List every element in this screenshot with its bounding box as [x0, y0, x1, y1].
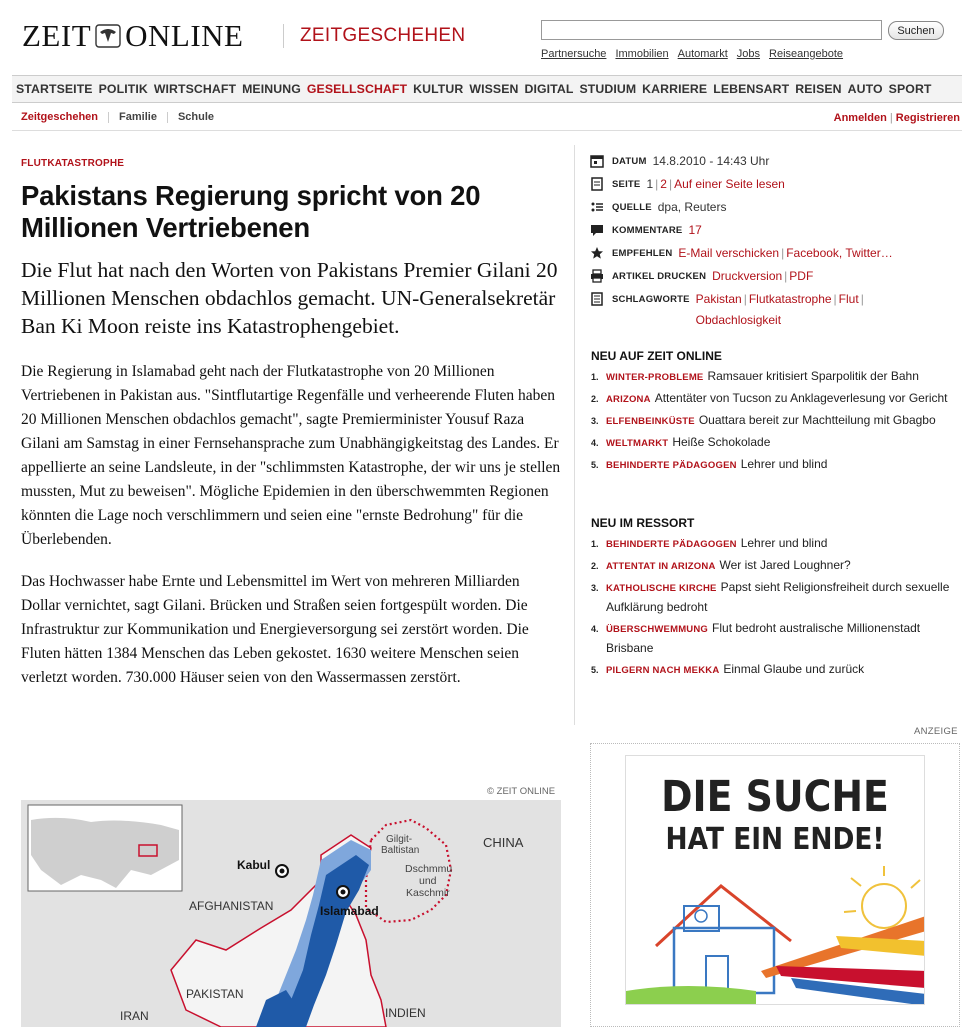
map-label-indien: INDIEN: [385, 1006, 426, 1020]
comments-count-link[interactable]: 17: [688, 223, 702, 237]
sidebar: [574, 145, 964, 725]
single-page-link[interactable]: Auf einer Seite lesen: [674, 177, 785, 191]
source-icon: [590, 200, 604, 214]
section-title[interactable]: ZEITGESCHEHEN: [283, 24, 465, 48]
service-link-automarkt[interactable]: Automarkt: [677, 48, 728, 60]
service-link-immobilien[interactable]: Immobilien: [615, 48, 669, 60]
list-item[interactable]: 2. ARIZONA Attentäter von Tucson zu Anklageverlesung vor Gericht: [591, 391, 948, 405]
page-link-2[interactable]: 2: [660, 177, 667, 191]
map-label-kashmir-1: Dschmmu: [405, 863, 453, 875]
meta-recommend-label: EMPFEHLEN: [612, 248, 673, 259]
nav-lebensart[interactable]: LEBENSART: [713, 82, 790, 96]
meta-recommend-row: EMPFEHLEN E-Mail verschicken | Facebook, Twitter…: [590, 245, 960, 262]
printer-icon: [590, 269, 604, 283]
email-share-link[interactable]: E-Mail verschicken: [678, 246, 780, 260]
meta-tags-row: SCHLAGWORTE Pakistan | Flutkatastrophe | Flut | Obdachlosigkeit: [590, 291, 960, 331]
meta-print-label: ARTIKEL DRUCKEN: [612, 271, 707, 282]
neu-auf-zeit-online-list: [591, 367, 961, 477]
map-label-afghanistan: AFGHANISTAN: [189, 899, 274, 913]
meta-date-row: [590, 153, 960, 170]
tag-link-flut[interactable]: Flut: [838, 292, 859, 306]
list-item[interactable]: 5. BEHINDERTE PÄDAGOGEN Lehrer und blind: [591, 457, 828, 471]
service-link-jobs[interactable]: Jobs: [736, 48, 761, 60]
list-item[interactable]: 2. ATTENTAT IN ARIZONA Wer ist Jared Loughner?: [591, 558, 851, 572]
ad-container: [590, 743, 960, 1027]
meta-date-label: DATUM: [612, 156, 647, 167]
list-item[interactable]: 3. ELFENBEINKÜSTE Ouattara bereit zur Machtteilung mit Gbagbo: [591, 413, 936, 427]
list-item[interactable]: 3. KATHOLISCHE KIRCHE Papst sieht Religionsfreiheit durch sexuelle Aufklärung bedroht: [591, 580, 950, 614]
service-link-partnersuche[interactable]: Partnersuche: [541, 48, 607, 60]
logo-text-left: ZEIT: [22, 18, 92, 53]
nav-gesellschaft[interactable]: GESELLSCHAFT: [306, 82, 408, 96]
tag-link-pakistan[interactable]: Pakistan: [695, 292, 742, 306]
tag-link-obdachlosigkeit[interactable]: Obdachlosigkeit: [695, 313, 782, 327]
meta-source-row: [590, 199, 960, 216]
nav-auto[interactable]: AUTO: [847, 82, 883, 96]
header: [0, 0, 972, 74]
article-body: [21, 360, 561, 690]
nav-studium[interactable]: STUDIUM: [579, 82, 637, 96]
subnav-zeitgeschehen[interactable]: Zeitgeschehen: [21, 110, 99, 123]
star-icon: [590, 246, 604, 260]
meta-date-value: 14.8.2010 - 14:43 Uhr: [652, 154, 770, 168]
article-paragraph: Das Hochwasser habe Ernte und Lebensmittel im Wert von mehreren Milliarden Dollar vernichtet, sagt Gilani. Brücken und Straßen seien fortgespült worden. Die Infrastruktur zur Kommunikation und Energieversorgung sei zerstört worden. Die Fluten hätten 1384 Menschen das Leben gekostet. 1630 weitere Menschen seien verletzt worden. 730.000 Häuser seien von den Wassermassen zerstört.: [21, 573, 529, 686]
meta-page-row: SEITE 1 | 2 | Auf einer Seite lesen: [590, 176, 960, 193]
nav-startseite[interactable]: STARTSEITE: [16, 82, 93, 96]
nav-digital[interactable]: DIGITAL: [524, 82, 574, 96]
nav-kultur[interactable]: KULTUR: [413, 82, 464, 96]
list-item[interactable]: 5. PILGERN NACH MEKKA Einmal Glaube und zurück: [591, 662, 865, 676]
page-link-1[interactable]: 1: [646, 177, 654, 191]
list-item[interactable]: 1. WINTER-PROBLEME Ramsauer kritisiert Sparpolitik der Bahn: [591, 369, 919, 383]
flood-map: [21, 800, 561, 1027]
tag-link-flutkatastrophe[interactable]: Flutkatastrophe: [748, 292, 832, 306]
neu-auf-zeit-online-title: NEU AUF ZEIT ONLINE: [591, 349, 722, 363]
house-drawing-illustration: [626, 756, 925, 1005]
map-label-kashmir-3: Kaschmir: [406, 887, 450, 899]
service-links: [541, 48, 843, 60]
map-label-pakistan: PAKISTAN: [186, 987, 244, 1001]
map-label-kabul: Kabul: [237, 858, 271, 872]
meta-comments-label: KOMMENTARE: [612, 225, 683, 236]
meta-comments-row: [590, 222, 960, 239]
map-label-gilgit-1: Gilgit-: [386, 834, 413, 845]
ad-label: ANZEIGE: [914, 726, 958, 737]
meta-source-label: QUELLE: [612, 202, 652, 213]
service-link-reiseangebote[interactable]: Reiseangebote: [769, 48, 844, 60]
map-label-gilgit-2: Baltistan: [381, 845, 420, 856]
list-item[interactable]: 1. BEHINDERTE PÄDAGOGEN Lehrer und blind: [591, 536, 828, 550]
eagle-crest-icon: [94, 22, 122, 50]
calendar-icon: [590, 154, 604, 168]
subnav-schule[interactable]: Schule: [167, 112, 224, 123]
flood-map-graphic: [21, 800, 561, 1027]
neu-im-ressort-title: NEU IM RESSORT: [591, 516, 695, 530]
map-label-kashmir-2: und: [419, 875, 437, 887]
nav-meinung[interactable]: MEINUNG: [242, 82, 301, 96]
article: [21, 158, 561, 690]
search-button[interactable]: Suchen: [888, 21, 944, 40]
print-version-link[interactable]: Druckversion: [712, 269, 783, 283]
social-share-link[interactable]: Facebook, Twitter…: [786, 246, 893, 260]
sub-navigation: [12, 104, 962, 131]
image-credit: © ZEIT ONLINE: [487, 786, 556, 797]
nav-politik[interactable]: POLITIK: [98, 82, 148, 96]
logo-text-right: ONLINE: [125, 18, 244, 53]
article-teaser: Die Flut hat nach den Worten von Pakistans Premier Gilani 20 Millionen Menschen obdachlos gemacht. UN-Generalsekretär Ban Ki Moon reiste ins Katastrophengebiet.: [21, 258, 558, 338]
nav-karriere[interactable]: KARRIERE: [642, 82, 708, 96]
ad-banner[interactable]: [625, 755, 925, 1005]
ad-headline-2: HAT EIN ENDE!: [665, 822, 885, 857]
map-label-islamabad: Islamabad: [320, 904, 379, 918]
neu-im-ressort-list: [591, 534, 961, 682]
article-kicker: FLUTKATASTROPHE: [21, 158, 125, 169]
nav-sport[interactable]: SPORT: [888, 82, 932, 96]
comment-icon: [590, 223, 604, 237]
login-link[interactable]: Anmelden: [833, 112, 887, 124]
list-item[interactable]: 4. WELTMARKT Heiße Schokolade: [591, 435, 771, 449]
nav-wissen[interactable]: WISSEN: [469, 82, 519, 96]
register-link[interactable]: Registrieren: [895, 112, 960, 124]
list-item[interactable]: 4. ÜBERSCHWEMMUNG Flut bedroht australische Millionenstadt Brisbane: [591, 621, 921, 655]
subnav-familie[interactable]: Familie: [108, 112, 167, 123]
account-links: [834, 112, 960, 124]
main-navigation: [12, 75, 962, 103]
article-meta: [590, 153, 960, 337]
meta-page-label: SEITE: [612, 179, 641, 190]
map-label-iran: IRAN: [120, 1009, 149, 1023]
meta-print-row: ARTIKEL DRUCKEN Druckversion | PDF: [590, 268, 960, 285]
pdf-link[interactable]: PDF: [789, 269, 814, 283]
zeit-online-logo[interactable]: [22, 18, 244, 54]
ad-headline-1: DIE SUCHE: [661, 772, 889, 822]
meta-tags-label: SCHLAGWORTE: [612, 294, 690, 305]
map-label-china: CHINA: [483, 835, 524, 850]
meta-source-value: dpa, Reuters: [657, 200, 727, 214]
tags-icon: [590, 292, 604, 306]
account-separator: |: [889, 112, 893, 124]
nav-wirtschaft[interactable]: WIRTSCHAFT: [153, 82, 237, 96]
search-input[interactable]: [541, 20, 882, 40]
article-paragraph: Die Regierung in Islamabad geht nach der Flutkatastrophe von 20 Millionen Vertriebenen in Pakistan aus. "Sintflutartige Regenfälle und verheerende Fluten haben 20 Millionen Menschen obdachlos gemacht", sagte Premierminister Yousuf Raza Gilani am Samstag in einer Fernsehansprache zum Unabhängigkeitstag des Landes. Er appellierte an seine Landsleute, in der "schlimmsten Katastrophe, der wir uns je stellen mussten, Mut zu beweisen". Mögliche Epidemien in den überschwemmten Regionen könnten die Lage noch verschlimmern und seien eine "ernste Bedrohung" für die Überlebenden.: [21, 363, 561, 548]
article-headline: Pakistans Regierung spricht von 20 Millionen Vertriebenen: [21, 180, 481, 243]
nav-reisen[interactable]: REISEN: [795, 82, 842, 96]
page-icon: [590, 177, 604, 191]
